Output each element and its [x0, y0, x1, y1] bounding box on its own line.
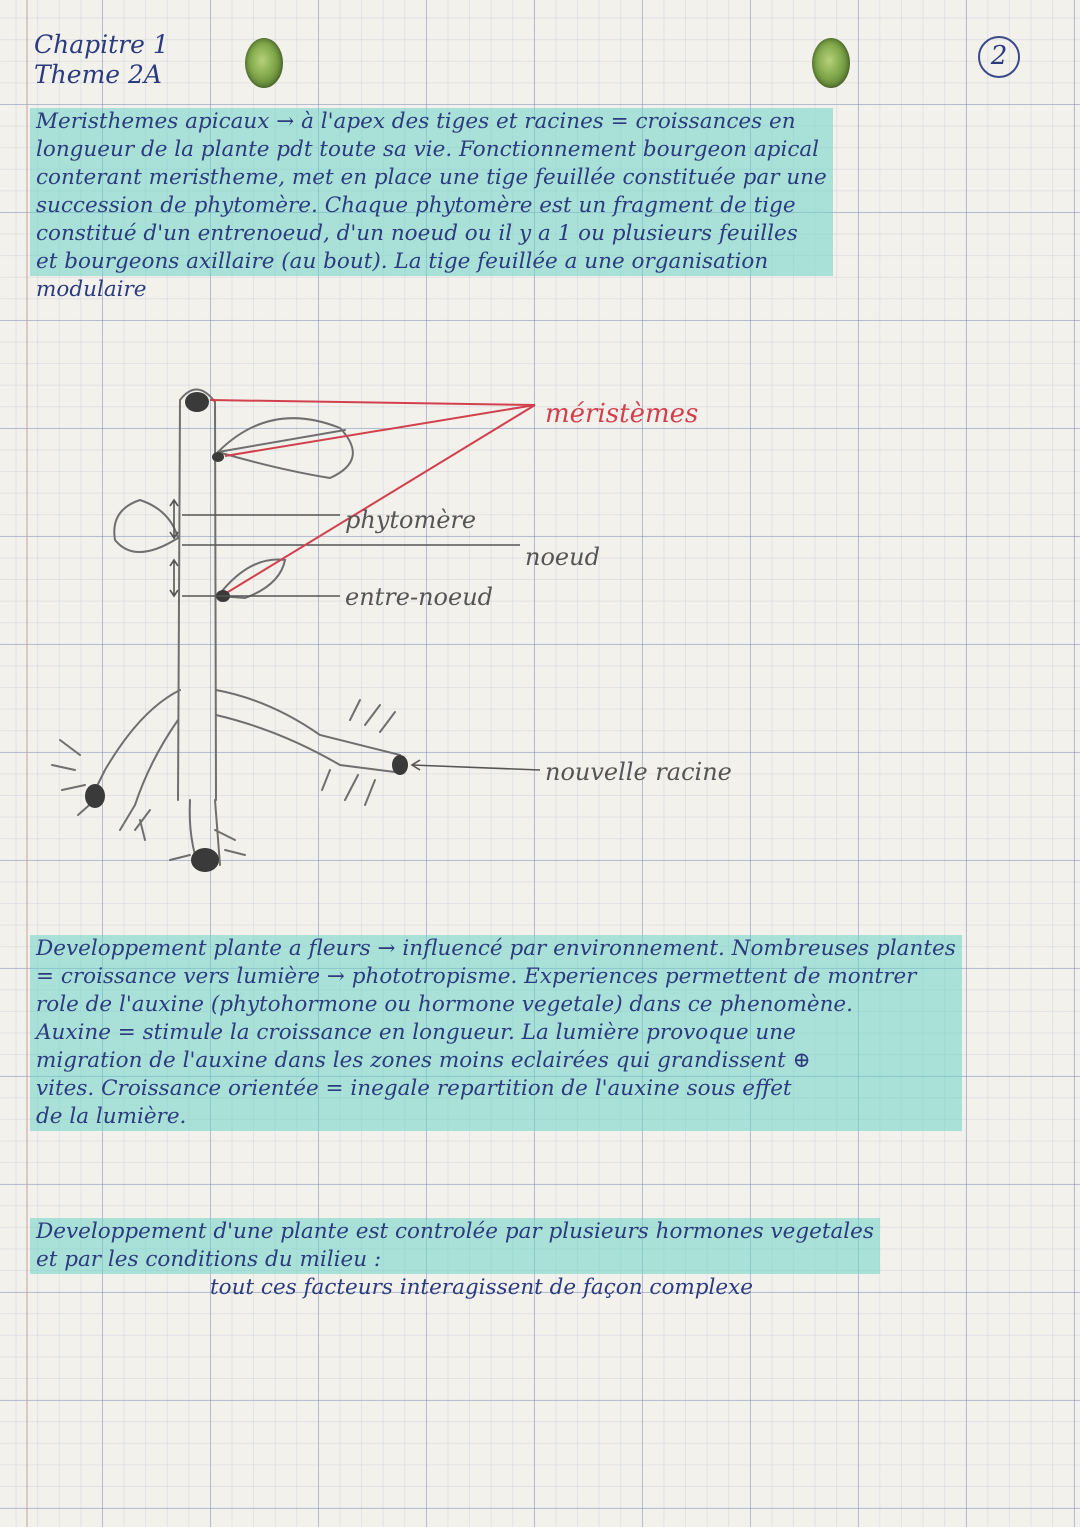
text-line: Developpement plante a fleurs → influencé par environnement. Nombreuses plantes: [30, 935, 962, 963]
label-nouvelle-racine: nouvelle racine: [545, 758, 732, 786]
text-line: = croissance vers lumière → phototropisme. Experiences permettent de montrer: [30, 963, 962, 991]
text-line: Meristhemes apicaux → à l'apex des tiges et racines = croissances en: [30, 108, 833, 136]
margin-line: [26, 0, 28, 1527]
text-line: modulaire: [36, 277, 147, 302]
paragraph-auxine: [30, 935, 962, 1131]
text-line: conterant meristheme, met en place une tige feuillée constituée par une: [30, 164, 833, 192]
root-arrow: [412, 760, 540, 770]
text-line: de la lumière.: [30, 1103, 962, 1131]
label-meristemes: méristèmes: [545, 399, 699, 429]
binder-hole: [245, 38, 283, 88]
text-line: vites. Croissance orientée = inegale repartition de l'auxine sous effet: [30, 1075, 962, 1103]
binder-hole: [812, 38, 850, 88]
theme-title: Theme 2A: [34, 60, 162, 89]
paragraph-meristemes: [30, 108, 833, 304]
plant-diagram: [40, 360, 840, 900]
text-line: et par les conditions du milieu :: [30, 1246, 880, 1274]
page-number: 2: [978, 36, 1020, 78]
paragraph-developpement: [30, 1218, 880, 1302]
meristem-points: [85, 392, 408, 872]
text-line: succession de phytomère. Chaque phytomère est un fragment de tige: [30, 192, 833, 220]
text-line: migration de l'auxine dans les zones moins eclairées qui grandissent ⊕: [30, 1047, 962, 1075]
label-phytomere: phytomère: [345, 506, 477, 534]
text-line: role de l'auxine (phytohormone ou hormone vegetale) dans ce phenomène.: [30, 991, 962, 1019]
chapter-title: Chapitre 1: [34, 30, 169, 59]
label-entre-noeud: entre-noeud: [345, 583, 494, 611]
label-noeud: noeud: [525, 543, 600, 571]
text-line: Developpement d'une plante est controlée par plusieurs hormones vegetales: [30, 1218, 880, 1246]
text-line: constitué d'un entrenoeud, d'un noeud ou il y a 1 ou plusieurs feuilles: [30, 220, 833, 248]
text-line: tout ces facteurs interagissent de façon complexe: [210, 1275, 753, 1300]
text-line: longueur de la plante pdt toute sa vie. Fonctionnement bourgeon apical: [30, 136, 833, 164]
text-line: Auxine = stimule la croissance en longueur. La lumière provoque une: [30, 1019, 962, 1047]
text-line: et bourgeons axillaire (au bout). La tige feuillée a une organisation: [30, 248, 833, 276]
